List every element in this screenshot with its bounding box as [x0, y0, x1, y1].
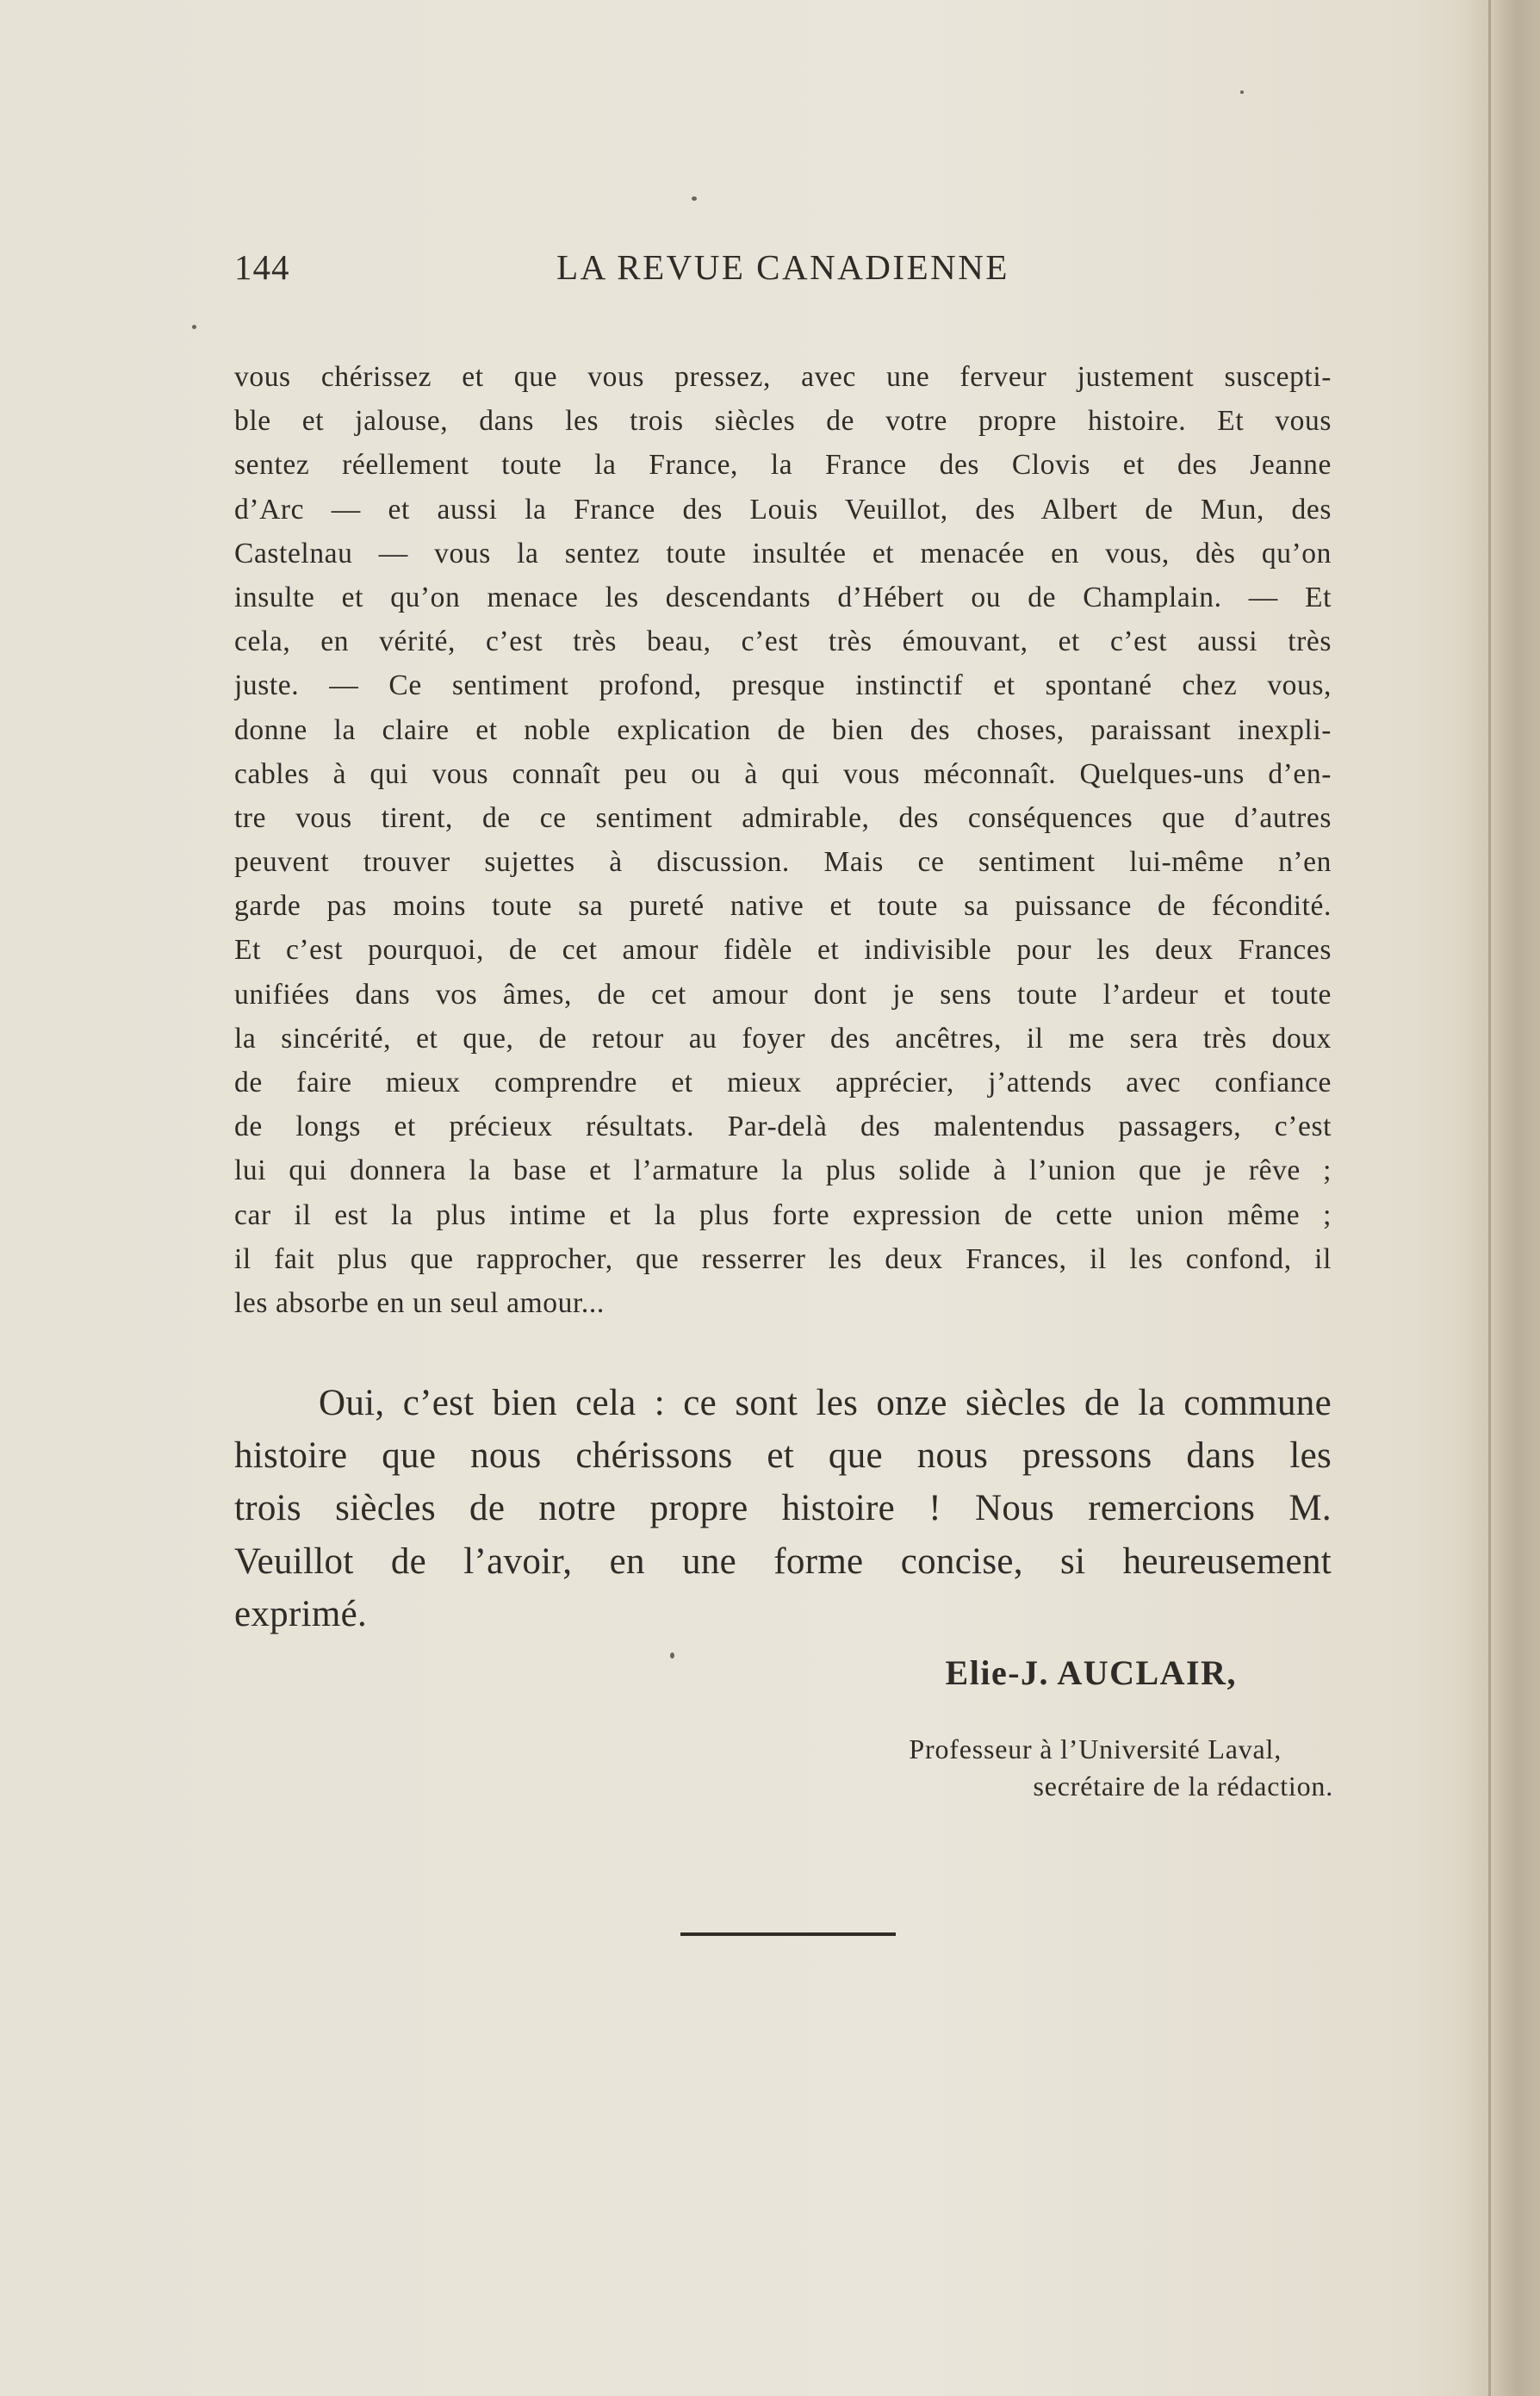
- body-line: de faire mieux comprendre et mieux apprécier, j’attends avec confiance: [234, 1067, 1332, 1098]
- conclusion-line: histoire que nous chérissons et que nous pressons dans les: [234, 1435, 1332, 1477]
- conclusion-line: Veuillot de l’avoir, en une forme concise, si heureusement: [234, 1540, 1332, 1582]
- body-line: Castelnau — vous la sentez toute insultée et menacée en vous, dès qu’on: [234, 537, 1332, 569]
- body-paragraph: [234, 355, 1332, 1325]
- body-line: car il est la plus intime et la plus forte expression de cette union même ;: [234, 1198, 1332, 1231]
- running-title: LA REVUE CANADIENNE: [556, 247, 1009, 287]
- body-line: cables à qui vous connaît peu ou à qui vous méconnaît. Quelques-uns d’en-: [234, 757, 1332, 790]
- body-line: sentez réellement toute la France, la France des Clovis et des Jeanne: [234, 449, 1332, 482]
- page-spine-edge: [1488, 0, 1491, 2396]
- body-line: ble et jalouse, dans les trois siècles de votre propre histoire. Et vous: [234, 405, 1332, 438]
- body-line: d’Arc — et aussi la France des Louis Veuillot, des Albert de Mun, des: [234, 493, 1332, 526]
- body-line: garde pas moins toute sa pureté native et toute sa puissance de fécondité.: [234, 890, 1332, 923]
- author-affiliation: Professeur à l’Université Laval,: [909, 1733, 1282, 1764]
- body-line: peuvent trouver sujettes à discussion. Mais ce sentiment lui-même n’en: [234, 846, 1332, 879]
- body-line: cela, en vérité, c’est très beau, c’est très émouvant, et c’est aussi très: [234, 625, 1332, 658]
- conclusion-line: Oui, c’est bien cela : ce sont les onze siècles de la commune: [319, 1383, 1332, 1423]
- author-signature: Elie-J. AUCLAIR,: [945, 1653, 1237, 1692]
- body-line: la sincérité, et que, de retour au foyer des ancêtres, il me sera très doux: [234, 1022, 1332, 1055]
- body-line: tre vous tirent, de ce sentiment admirable, des conséquences que d’autres: [234, 801, 1332, 834]
- body-line: insulte et qu’on menace les descendants d’Hébert ou de Champlain. — Et: [234, 581, 1332, 613]
- body-line: les absorbe en un seul amour...: [234, 1286, 605, 1319]
- page-spine-shadow: [1464, 0, 1540, 2396]
- body-line: unifiées dans vos âmes, de cet amour dont je sens toute l’ardeur et toute: [234, 978, 1332, 1011]
- paper-speck: [1240, 90, 1244, 94]
- conclusion-paragraph: [234, 1377, 1332, 1640]
- conclusion-line: exprimé.: [234, 1593, 368, 1634]
- page-number: 144: [234, 247, 290, 287]
- page-header: [234, 246, 1332, 298]
- author-role: secrétaire de la rédaction.: [1033, 1771, 1333, 1802]
- paper-speck: [692, 196, 697, 201]
- body-line: vous chérissez et que vous pressez, avec une ferveur justement suscepti-: [234, 361, 1332, 393]
- body-line: il fait plus que rapprocher, que resserrer les deux Frances, il les confond, il: [234, 1242, 1332, 1275]
- paper-speck: [192, 325, 196, 329]
- section-end-rule: [680, 1932, 896, 1936]
- conclusion-line: trois siècles de notre propre histoire ! Nous remercions M.: [234, 1488, 1332, 1529]
- body-line: de longs et précieux résultats. Par-delà des malentendus passagers, c’est: [234, 1111, 1332, 1143]
- body-line: lui qui donnera la base et l’armature la plus solide à l’union que je rêve ;: [234, 1154, 1332, 1187]
- body-line: donne la claire et noble explication de bien des choses, paraissant inexpli-: [234, 713, 1332, 746]
- body-line: Et c’est pourquoi, de cet amour fidèle et indivisible pour les deux Frances: [234, 934, 1332, 967]
- body-line: juste. — Ce sentiment profond, presque instinctif et spontané chez vous,: [234, 669, 1332, 702]
